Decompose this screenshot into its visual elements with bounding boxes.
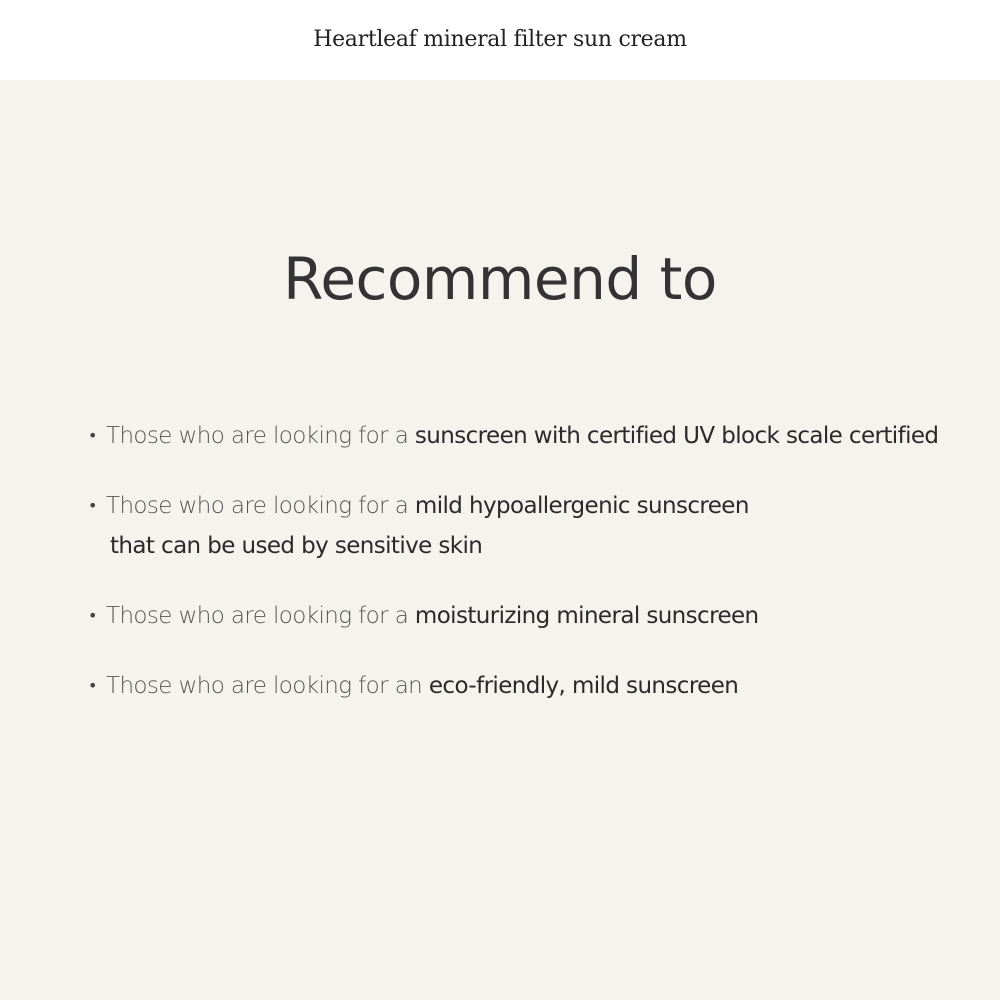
header-bar <box>0 0 1000 80</box>
item-emphasis-text: sunscreen with certified UV block scale certified <box>414 423 939 449</box>
bullet-icon: • <box>88 426 97 445</box>
item-continuation-text: that can be used by sensitive skin <box>110 533 483 559</box>
item-emphasis-text: mild hypoallergenic sunscreen <box>414 493 749 519</box>
bullet-icon: • <box>88 606 97 625</box>
section-heading: Recommend to <box>283 245 717 313</box>
item-emphasis-text: eco-friendly, mild sunscreen <box>428 673 739 699</box>
product-title: Heartleaf mineral filter sun cream <box>313 26 687 52</box>
recommend-list <box>88 416 968 736</box>
item-lead-text: Those who are looking for a <box>106 423 415 449</box>
list-item <box>88 596 968 636</box>
list-item <box>88 416 968 456</box>
item-lead-text: Those who are looking for a <box>106 493 415 519</box>
list-item <box>88 666 968 706</box>
bullet-icon: • <box>88 676 97 695</box>
item-emphasis-text: moisturizing mineral sunscreen <box>414 603 759 629</box>
item-lead-text: Those who are looking for a <box>106 603 415 629</box>
item-lead-text: Those who are looking for an <box>106 673 429 699</box>
bullet-icon: • <box>88 496 97 515</box>
list-item <box>88 486 968 566</box>
